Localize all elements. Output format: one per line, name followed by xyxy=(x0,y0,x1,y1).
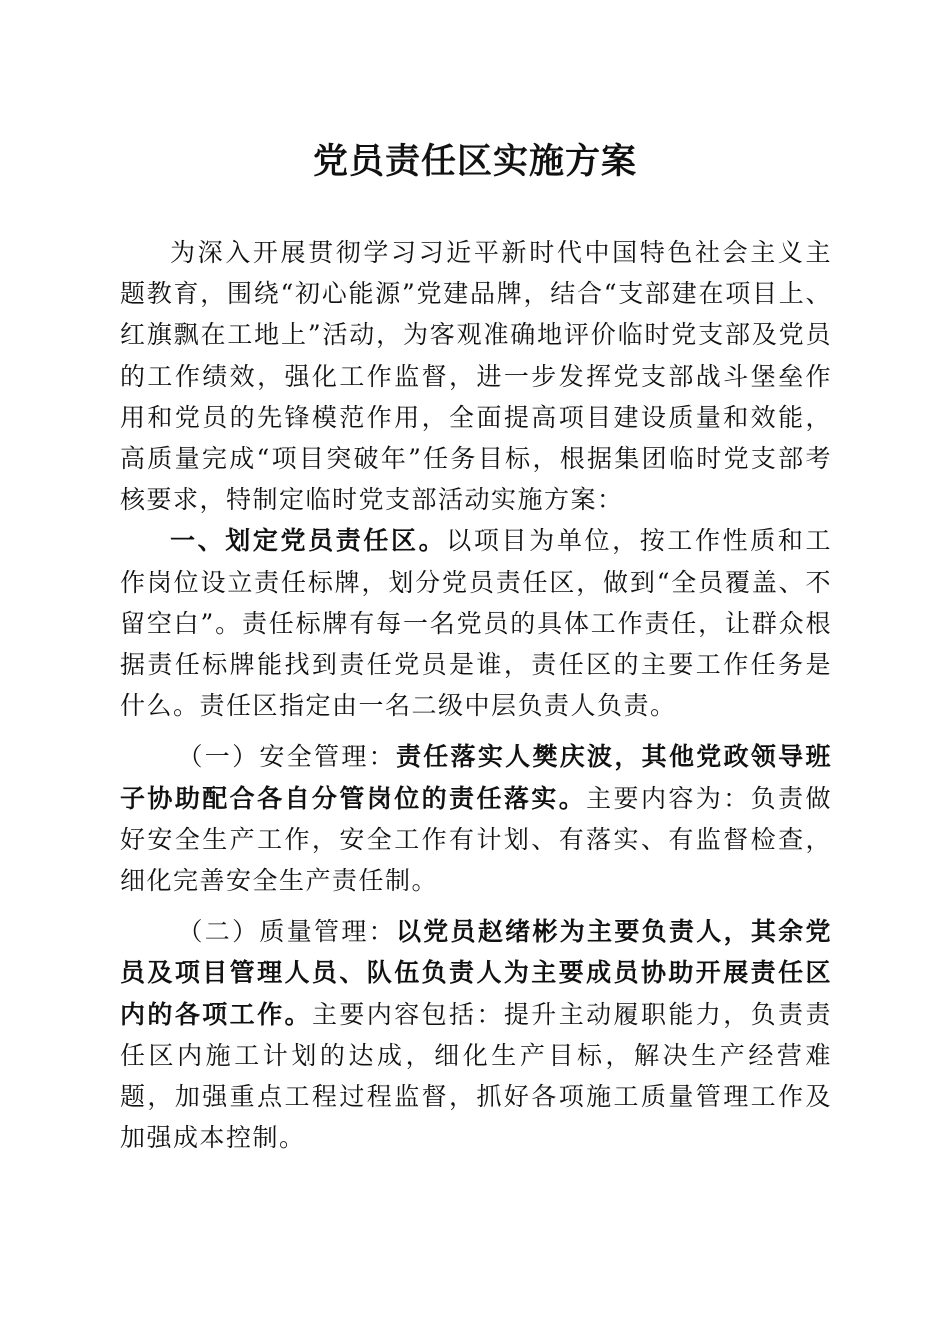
item-1-heading: （一）安全管理： xyxy=(177,742,396,772)
document-title: 党员责任区实施方案 xyxy=(312,141,637,182)
section-1-heading: 一、划定党员责任区。 xyxy=(170,526,447,556)
item-2-lead: 以党员赵绪彬为主要负责人，其余党员及项目管理人员、队伍负责人为主要成员协助开展责任区内的各项工作。 xyxy=(120,917,832,1029)
section-1-text: 以项目为单位，按工作性质和工作岗位设立责任标牌，划分党员责任区，做到“全员覆盖、不留空白”。责任标牌有每一名党员的具体工作责任，让群众根据责任标牌能找到责任党员是谁，责任区的主要工作任务是什么。责任区指定由一名二级中层负责人负责。 xyxy=(120,526,832,721)
item-1-paragraph xyxy=(120,736,832,901)
section-1-paragraph xyxy=(120,520,832,726)
item-1-text: 主要内容为：负责做好安全生产工作，安全工作有计划、有落实、有监督检查，细化完善安全生产责任制。 xyxy=(120,783,832,896)
item-1-lead: 责任落实人樊庆波，其他党政领导班子协助配合各自分管岗位的责任落实。 xyxy=(120,742,832,813)
item-2-heading: （二）质量管理： xyxy=(177,917,396,947)
item-2-text: 主要内容包括：提升主动履职能力，负责责任区内施工计划的达成，细化生产目标，解决生产经营难题，加强重点工程过程监督，抓好各项施工质量管理工作及加强成本控制。 xyxy=(120,999,832,1153)
item-2-paragraph xyxy=(120,911,832,1158)
intro-paragraph: 为深入开展贯彻学习习近平新时代中国特色社会主义主题教育，围绕“初心能源”党建品牌，结合“支部建在项目上、红旗飘在工地上”活动，为客观准确地评价临时党支部及党员的工作绩效，强化工作监督，进一步发挥党支部战斗堡垒作用和党员的先锋模范作用，全面提高项目建设质量和效能，高质量完成“项目突破年”任务目标，根据集团临时党支部考核要求，特制定临时党支部活动实施方案： xyxy=(120,238,832,515)
document-body xyxy=(120,232,832,1158)
